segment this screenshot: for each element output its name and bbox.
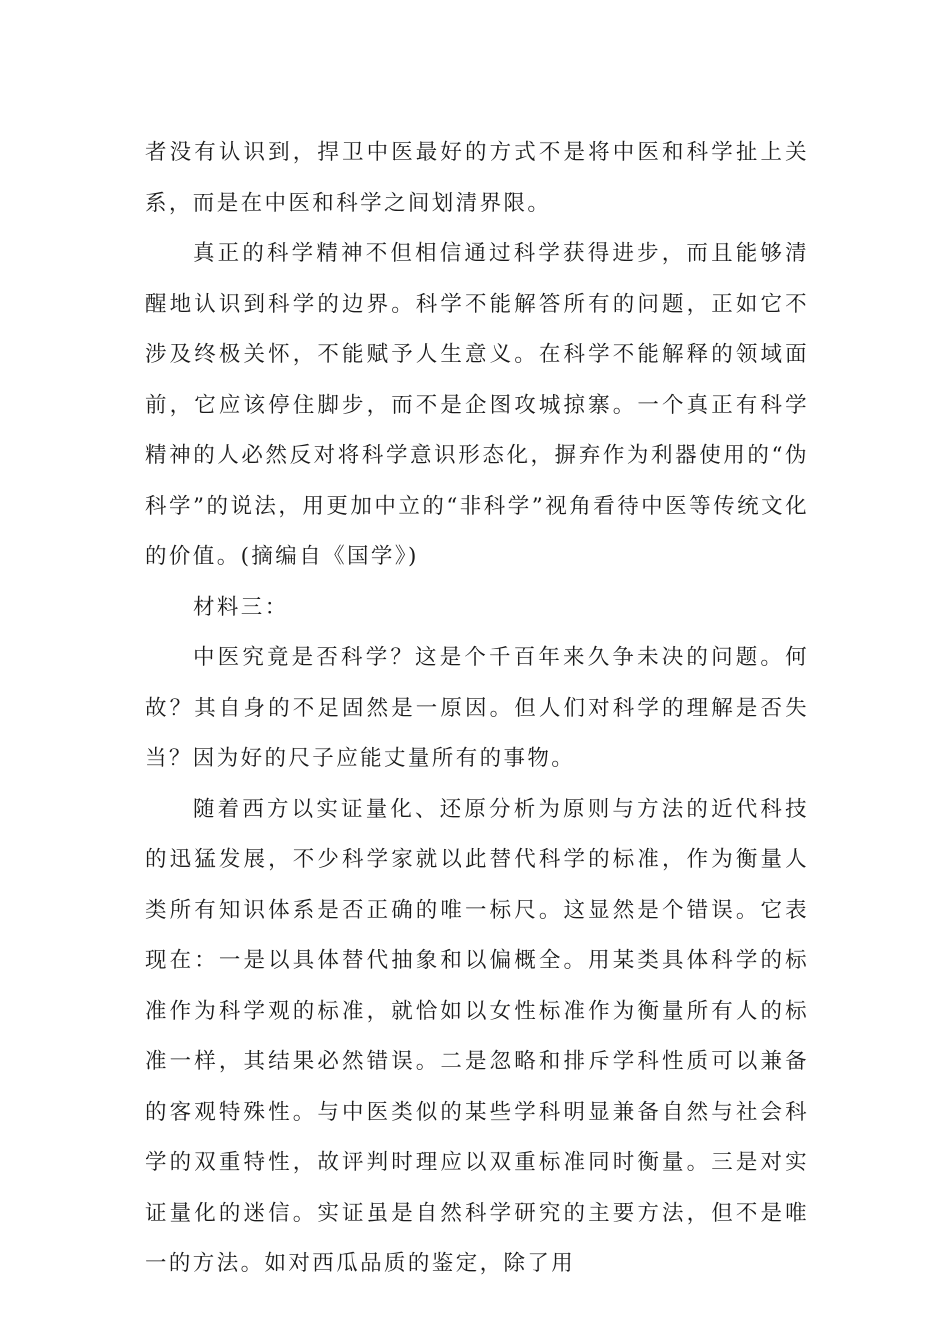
section-heading-material-three: 材料三： <box>193 594 289 620</box>
paragraph-western-science: 随着西方以实证量化、还原分析为原则与方法的近代科技的迅猛发展，不少科学家就以此替代科学的标准，作为衡量人类所有知识体系是否正确的唯一标尺。这显然是个错误。它表现在：一是以具体替代抽象和以偏概全。用某类具体科学的标准作为科学观的标准，就恰如以女性标准作为衡量所有人的标准一样，其结果必然错误。二是忽略和排斥学科性质可以兼备的客观特殊性。与中医类似的某些学科明显兼备自然与社会科学的双重特性，故评判时理应以双重标准同时衡量。三是对实证量化的迷信。实证虽是自然科学研究的主要方法，但不是唯一的方法。如对西瓜品质的鉴定，除了用 <box>145 796 809 1276</box>
paragraph-continuation: 者没有认识到，捍卫中医最好的方式不是将中医和科学扯上关系，而是在中医和科学之间划清界限。 <box>145 140 809 216</box>
document-body <box>145 128 809 1290</box>
paragraph-science-spirit: 真正的科学精神不但相信通过科学获得进步，而且能够清醒地认识到科学的边界。科学不能解答所有的问题，正如它不涉及终极关怀，不能赋予人生意义。在科学不能解释的领域面前，它应该停住脚步，而不是企图攻城掠寨。一个真正有科学精神的人必然反对将科学意识形态化，摒弃作为利器使用的“伪科学”的说法，用更加中立的“非科学”视角看待中医等传统文化的价值。(摘编自《国学》) <box>145 241 809 569</box>
paragraph-tcm-question: 中医究竟是否科学？这是个千百年来久争未决的问题。何故？其自身的不足固然是一原因。但人们对科学的理解是否失当？因为好的尺子应能丈量所有的事物。 <box>145 645 809 771</box>
